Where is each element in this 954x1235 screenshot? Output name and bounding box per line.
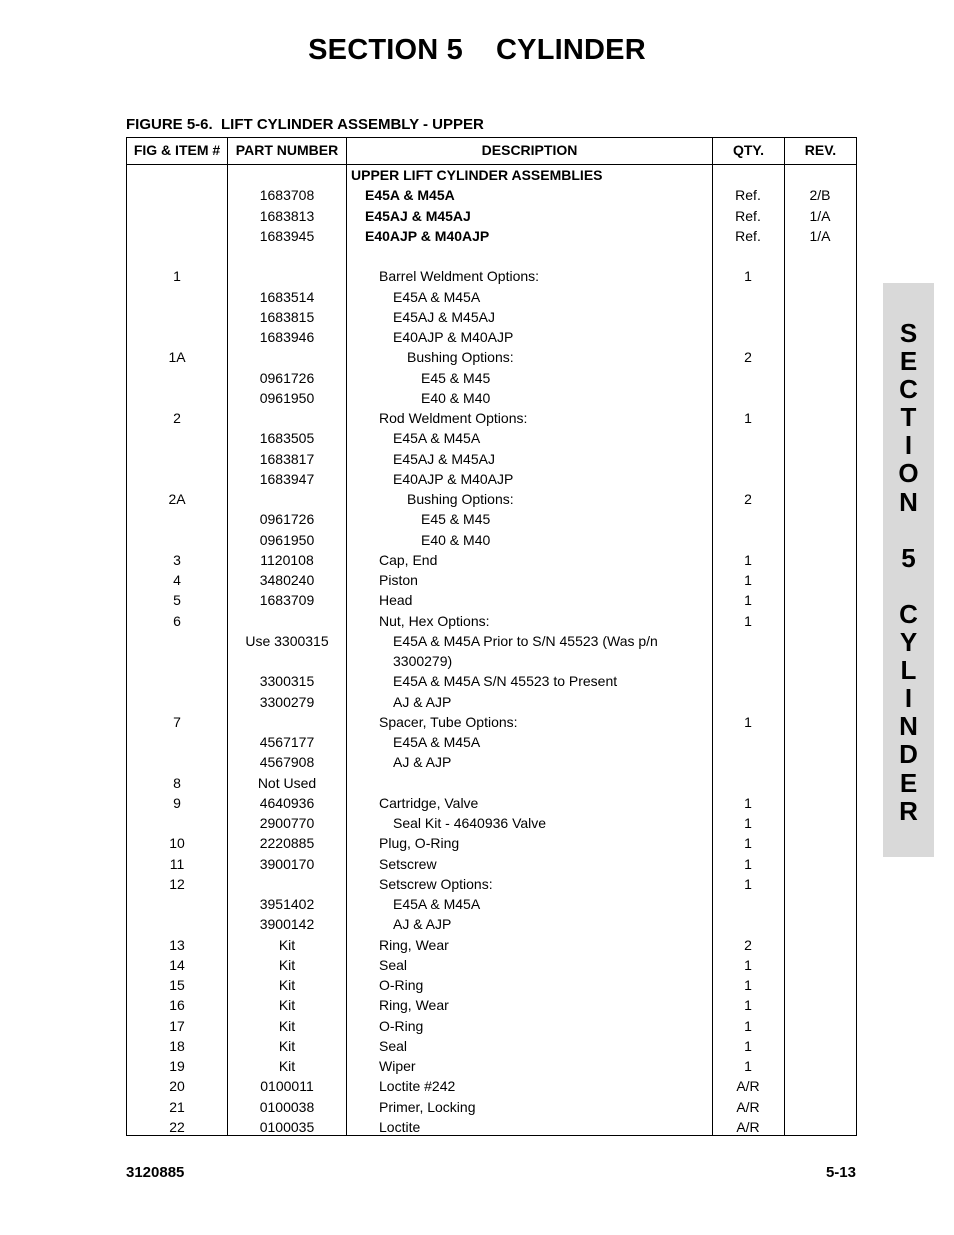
cell-description: O-Ring [379,977,424,993]
cell-description: E45A & M45A S/N 45523 to Present [393,673,618,690]
cell-description: E45A & M45A [393,896,481,912]
table-row [127,752,856,772]
table-row [127,530,856,550]
cell-description: Nut, Hex Options: [379,612,490,629]
table-row [127,408,856,428]
table-row [127,226,856,246]
cell-part-number: 0961726 [259,369,315,386]
cell-description: E45AJ & M45AJ [365,207,471,224]
cell-description: E45A & M45A Prior to S/N 45523 (Was p/n [393,632,658,649]
cell-qty: 1 [744,977,752,993]
cell-item: 11 [169,855,185,872]
cell-part-number: 0100038 [259,1098,315,1115]
cell-part-number: 1683514 [259,288,315,305]
cell-description: AJ & AJP [393,693,452,710]
cell-description: E40 & M40 [421,531,491,548]
table-row [127,995,856,1015]
table-row [127,732,856,752]
table-row [127,246,856,266]
cell-description: Primer, Locking [379,1098,476,1115]
table-row [127,894,856,914]
cell-description: Loctite #242 [379,1078,456,1095]
table-row [127,347,856,367]
cell-part-number: 4640936 [259,794,315,811]
cell-description: E40 & M40 [421,389,491,406]
cell-rev: 1/A [809,207,831,224]
cell-item: 17 [169,1017,185,1034]
cell-qty: 1 [744,997,752,1014]
cell-part-number: 1683708 [259,187,315,204]
table-row [127,671,856,691]
section-title: SECTION 5 CYLINDER [308,34,646,66]
table-row [127,206,856,226]
cell-part-number: 0100035 [259,1118,315,1135]
cell-item: 5 [173,592,181,609]
cell-part-number: 0961726 [259,511,315,528]
table-row [127,793,856,813]
cell-description: Wiper [379,1058,416,1074]
cell-part-number: Kit [278,956,296,973]
column-header-qty: QTY. [732,142,765,158]
table-row [127,813,856,833]
cell-qty: 1 [744,268,752,285]
cell-qty: A/R [736,1078,760,1095]
cell-qty: 1 [744,956,752,973]
cell-item: 19 [169,1058,185,1074]
cell-description: E45A & M45A [393,430,481,447]
cell-description: E45AJ & M45AJ [393,450,495,467]
cell-item: 22 [169,1118,185,1135]
cell-qty: 1 [744,855,752,872]
table-row [127,955,856,975]
table-row [127,1076,856,1096]
section-side-tab [883,283,934,857]
cell-part-number: Kit [278,997,296,1014]
cell-description: Seal Kit - 4640936 Valve [393,815,547,831]
column-header-description: DESCRIPTION [481,142,578,158]
cell-qty: Ref. [735,187,761,204]
table-row [127,368,856,388]
cell-description: Plug, O-Ring [379,835,460,852]
cell-qty: 1 [744,794,752,811]
cell-qty: 1 [744,713,752,730]
cell-qty: 1 [744,572,752,588]
cell-description: Ring, Wear [379,997,449,1014]
cell-qty: 1 [744,551,752,568]
cell-description: AJ & AJP [393,916,452,933]
cell-description: E45 & M45 [421,511,491,528]
table-row [127,570,856,590]
cell-part-number: Kit [278,1058,296,1074]
table-row [127,388,856,408]
table-row [127,1056,856,1076]
table-row [127,185,856,205]
table-row [127,1117,856,1137]
cell-part-number: 3900170 [259,855,315,872]
cell-part-number: 1683505 [259,430,315,447]
cell-qty: A/R [736,1118,760,1135]
cell-rev: 1/A [809,227,831,244]
table-row [127,631,856,651]
cell-item: 16 [169,997,185,1014]
cell-part-number: 3480240 [259,572,315,588]
cell-item: 10 [169,835,185,852]
cell-item: 1 [173,268,181,285]
cell-qty: 1 [744,1058,752,1074]
cell-qty: Ref. [735,207,761,224]
cell-description: Piston [379,572,418,588]
cell-description: Barrel Weldment Options: [379,268,540,285]
cell-qty: 1 [744,1037,752,1054]
cell-qty: 1 [744,592,752,609]
cell-part-number: 0961950 [259,389,315,406]
cell-item: 2A [168,491,186,507]
cell-description: E45A & M45A [393,288,481,305]
cell-part-number: 3300279 [259,693,315,710]
table-row [127,266,856,286]
cell-part-number: Kit [278,1037,296,1054]
cell-part-number: 3300315 [259,673,315,690]
cell-description: E40AJP & M40AJP [393,470,514,487]
table-row [127,489,856,509]
cell-part-number: 1683945 [259,227,315,244]
cell-description: UPPER LIFT CYLINDER ASSEMBLIES [351,167,603,183]
cell-item: 4 [173,572,181,588]
cell-qty: 1 [744,815,752,831]
cell-description: O-Ring [379,1017,424,1034]
cell-item: 12 [169,875,185,892]
cell-part-number: 2220885 [259,835,315,852]
table-row [127,854,856,874]
cell-item: 9 [173,794,181,811]
table-row [127,1016,856,1036]
section-side-tab-label: S E C T I O N 5 C Y L I N D E R [898,318,919,826]
table-row [127,914,856,934]
table-row [127,307,856,327]
cell-part-number: 1683815 [259,308,315,325]
table-row [127,550,856,570]
cell-qty: 2 [744,349,752,366]
cell-description: E45 & M45 [421,369,491,386]
table-row [127,287,856,307]
cell-description: Loctite [379,1118,421,1135]
table-row [127,611,856,631]
table-row [127,428,856,448]
cell-qty: 1 [744,612,752,629]
cell-part-number: 3900142 [259,916,315,933]
cell-item: 13 [169,936,185,953]
cell-item: 2 [173,410,181,426]
cell-qty: 1 [744,1017,752,1034]
table-row [127,833,856,853]
table-row [127,469,856,489]
table-row [127,165,856,185]
cell-description: E45A & M45A [393,734,481,750]
cell-item: 14 [169,956,185,973]
cell-description: Spacer, Tube Options: [379,713,518,730]
cell-description: Cap, End [379,551,438,568]
cell-part-number: Kit [278,936,296,953]
cell-part-number: 4567177 [259,734,315,750]
cell-description: Rod Weldment Options: [379,410,528,426]
cell-qty: 2 [744,491,752,507]
cell-part-number: 0961950 [259,531,315,548]
cell-description: E45A & M45A [365,187,455,204]
cell-item: 1A [168,349,186,366]
cell-part-number: 1683817 [259,450,315,467]
cell-description: Setscrew Options: [379,875,493,892]
cell-item: 8 [173,774,181,791]
cell-item: 21 [169,1098,185,1115]
cell-qty: 2 [744,936,752,953]
page-number: 5-13 [825,1164,856,1181]
column-header-item: FIG & ITEM # [133,142,221,158]
column-header-rev: REV. [804,142,837,158]
cell-item: 20 [169,1078,185,1095]
table-row [127,1097,856,1117]
table-row [127,651,856,671]
table-row [127,590,856,610]
cell-description: Ring, Wear [379,936,449,953]
table-row [127,935,856,955]
document-number: 3120885 [126,1164,185,1181]
table-row [127,712,856,732]
table-row [127,327,856,347]
cell-part-number: 1120108 [260,551,314,568]
cell-qty: A/R [736,1098,760,1115]
cell-item: 15 [169,977,185,993]
cell-qty: 1 [744,875,752,892]
table-row [127,692,856,712]
figure-title: FIGURE 5-6. LIFT CYLINDER ASSEMBLY - UPPER [126,116,484,133]
cell-description: Head [379,592,413,609]
table-row [127,773,856,793]
cell-description: AJ & AJP [393,754,452,771]
table-row [127,1036,856,1056]
cell-part-number: Kit [278,977,296,993]
cell-description: Setscrew [379,855,437,872]
cell-part-number: 4567908 [259,754,315,771]
table-body [127,165,856,1137]
cell-description: Bushing Options: [407,349,514,366]
cell-item: 18 [169,1037,185,1054]
cell-description: Cartridge, Valve [379,794,479,811]
cell-description: E45AJ & M45AJ [393,308,495,325]
cell-description: E40AJP & M40AJP [365,227,490,244]
cell-part-number: 2900770 [259,815,315,831]
table-row [127,449,856,469]
cell-description: Seal [379,956,408,973]
cell-part-number: Use 3300315 [245,632,329,649]
cell-item: 7 [173,713,181,730]
cell-part-number: 0100011 [260,1078,314,1095]
cell-description: Seal [379,1037,408,1054]
cell-part-number: Kit [278,1017,296,1034]
cell-part-number: 1683947 [259,470,315,487]
table-header [127,138,856,165]
cell-qty: Ref. [735,227,761,244]
table-row [127,975,856,995]
cell-description: 3300279) [393,653,453,669]
column-header-part-number: PART NUMBER [235,142,339,158]
parts-table [126,137,857,1136]
table-row [127,874,856,894]
cell-rev: 2/B [809,187,831,204]
cell-item: 6 [173,612,181,629]
cell-part-number: 1683813 [259,207,315,224]
cell-description: Bushing Options: [407,491,514,507]
cell-part-number: 1683946 [259,329,315,345]
cell-qty: 1 [744,835,752,852]
cell-qty: 1 [744,410,752,426]
cell-part-number: 3951402 [259,896,315,912]
table-row [127,509,856,529]
cell-description: E40AJP & M40AJP [393,329,514,345]
cell-item: 3 [173,551,181,568]
cell-part-number: Not Used [257,774,317,791]
cell-part-number: 1683709 [259,592,315,609]
